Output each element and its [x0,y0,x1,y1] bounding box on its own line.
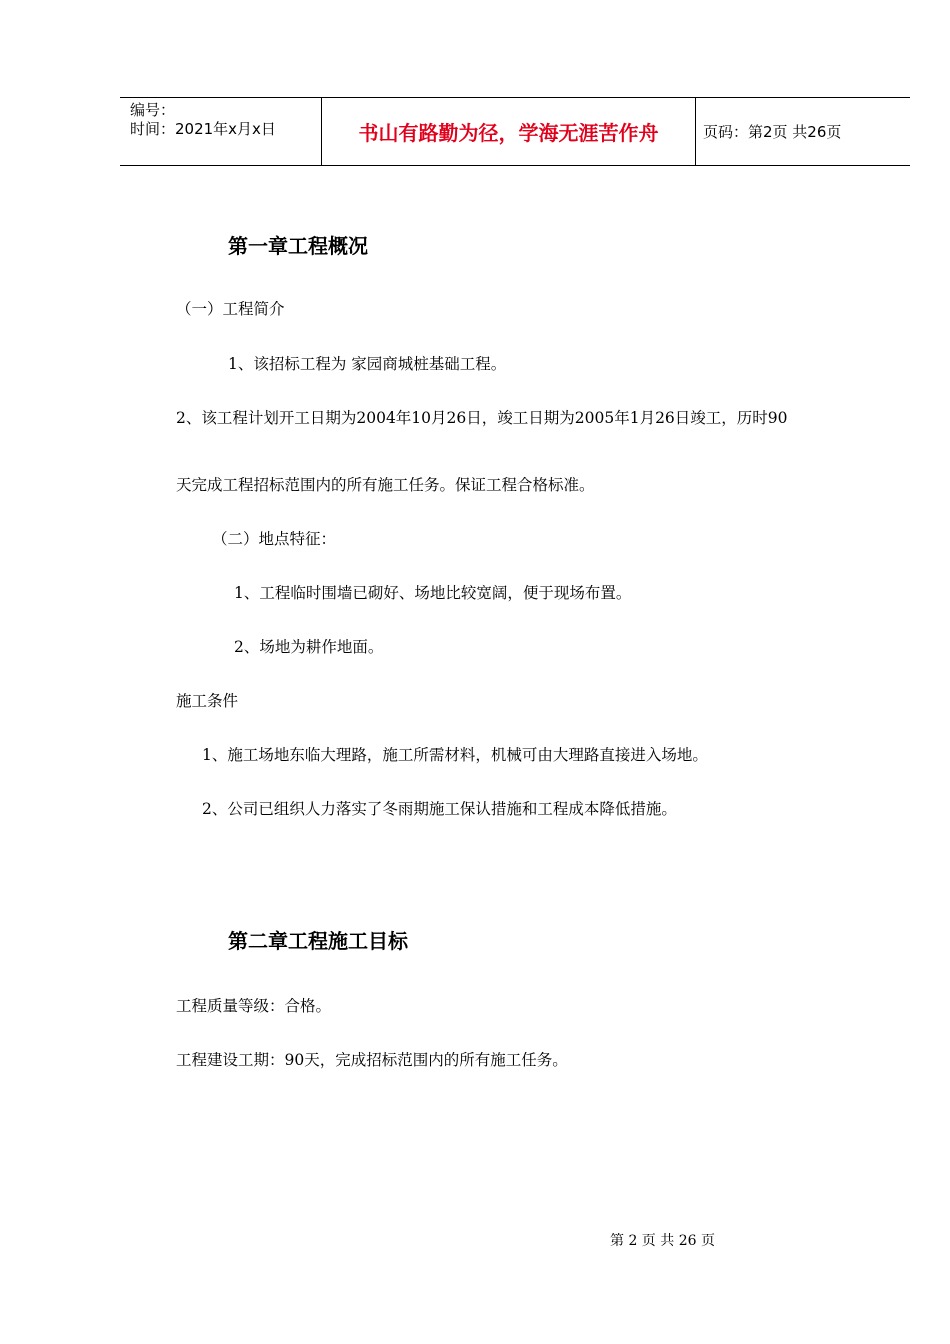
section-1-heading: （一）工程简介 [176,300,285,318]
overview-item-2-line-1: 2、该工程计划开工日期为2004年10月26日，竣工日期为2005年1月26日竣工，历时90 [176,409,788,427]
document-number-label: 编号： [130,101,176,119]
chapter-1-title: 第一章工程概况 [228,234,368,258]
overview-item-1: 1、该招标工程为 家园商城桩基础工程。 [228,355,507,373]
site-feature-2: 2、场地为耕作地面。 [234,638,384,656]
section-2-heading: （二）地点特征： [212,530,337,548]
condition-1: 1、施工场地东临大理路，施工所需材料，机械可由大理路直接进入场地。 [202,746,708,764]
condition-2: 2、公司已组织人力落实了冬雨期施工保认措施和工程成本降低措施。 [202,800,677,818]
site-feature-1: 1、工程临时围墙已砌好、场地比较宽阔，便于现场布置。 [234,584,632,602]
header-page-label: 页码：第2页 共26页 [703,123,842,141]
conditions-heading: 施工条件 [176,692,239,710]
document-header [120,97,910,166]
header-meta-cell [120,98,321,165]
quality-grade: 工程质量等级：合格。 [176,997,332,1015]
page-footer: 第 2 页 共 26 页 [610,1233,715,1249]
motto-text: 书山有路勤为径，学海无涯苦作舟 [358,121,659,145]
header-motto-cell [321,98,696,165]
construction-duration: 工程建设工期：90天，完成招标范围内的所有施工任务。 [176,1051,568,1069]
header-page-cell [695,98,910,165]
chapter-2-title: 第二章工程施工目标 [228,929,408,953]
overview-item-2-line-2: 天完成工程招标范围内的所有施工任务。保证工程合格标准。 [176,476,595,494]
document-time-label: 时间：2021年x月x日 [130,120,276,138]
